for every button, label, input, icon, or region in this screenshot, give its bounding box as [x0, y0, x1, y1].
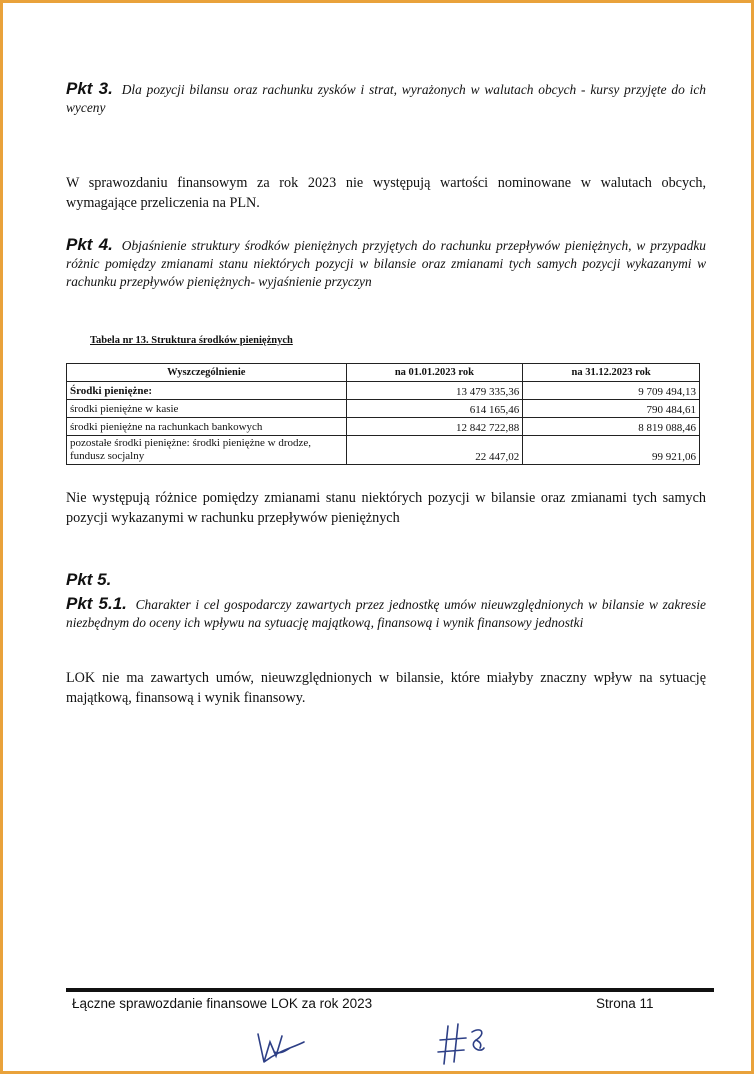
table-header-start: na 01.01.2023 rok	[346, 364, 523, 382]
pkt3-heading-text: Dla pozycji bilansu oraz rachunku zysków i strat, wyrażonych w walutach obcych - kursy przyjęte do ich wyceny	[66, 82, 706, 115]
pkt51-heading	[66, 595, 706, 632]
table-header-end: na 31.12.2023 rok	[523, 364, 700, 382]
row-label: Środki pieniężne:	[67, 382, 347, 400]
row-value-start: 22 447,02	[346, 436, 523, 465]
row-label: pozostałe środki pieniężne: środki pieniężne w drodze, fundusz socjalny	[67, 436, 347, 465]
table-title: Tabela nr 13. Struktura środków pieniężnych	[90, 335, 293, 346]
table-row	[67, 418, 700, 436]
pkt4-heading-text: Objaśnienie struktury środków pieniężnych przyjętych do rachunku przepływów pieniężnych, w przypadku różnic pomiędzy zmianami stanu niektórych pozycji w bilansie oraz zmianami tych samych pozycji wykazanymi w rachunku przepływów pieniężnych- wyjaśnienie przyczyn	[66, 238, 706, 289]
row-value-start: 614 165,46	[346, 400, 523, 418]
row-value-end: 790 484,61	[523, 400, 700, 418]
row-value-end: 8 819 088,46	[523, 418, 700, 436]
table-row	[67, 400, 700, 418]
pkt3-body: W sprawozdaniu finansowym za rok 2023 nie występują wartości nominowane w walutach obcych, wymagające przeliczenia na PLN.	[66, 175, 706, 211]
row-label: środki pieniężne w kasie	[67, 400, 347, 418]
row-value-start: 13 479 335,36	[346, 382, 523, 400]
footer-title: Łączne sprawozdanie finansowe LOK za rok 2023	[72, 996, 373, 1011]
pkt4-heading	[66, 236, 706, 291]
table-row	[67, 436, 700, 465]
pkt5-body: LOK nie ma zawartych umów, nieuwzględnionych w bilansie, które miałyby znaczny wpływ na sytuację majątkową, finansową i wynik finansowy.	[66, 670, 706, 706]
row-label: środki pieniężne na rachunkach bankowych	[67, 418, 347, 436]
row-value-end: 99 921,06	[523, 436, 700, 465]
table-header-description: Wyszczególnienie	[67, 364, 347, 382]
table-row	[67, 382, 700, 400]
signature-1	[250, 1022, 310, 1070]
cash-structure-table	[66, 363, 700, 465]
footer-divider	[66, 988, 714, 992]
pkt4-body: Nie występują różnice pomiędzy zmianami stanu niektórych pozycji w bilansie oraz zmianami tych samych pozycji wykazanymi w rachunku przepływów pieniężnych	[66, 490, 706, 526]
pkt5-label: Pkt 5.	[66, 570, 112, 589]
pkt51-heading-text: Charakter i cel gospodarczy zawartych przez jednostkę umów nieuwzględnionych w bilansie w zakresie niezbędnym do oceny ich wpływu na sytuację majątkową, finansową i wynik finansowy jednostki	[66, 597, 706, 630]
row-value-start: 12 842 722,88	[346, 418, 523, 436]
table-header-row	[67, 364, 700, 382]
pkt51-label: Pkt 5.1.	[66, 594, 127, 613]
pkt4-label: Pkt 4.	[66, 235, 113, 254]
row-value-end: 9 709 494,13	[523, 382, 700, 400]
pkt3-label: Pkt 3.	[66, 79, 113, 98]
page-number: Strona 11	[596, 996, 654, 1011]
pkt3-heading	[66, 80, 706, 117]
signature-2	[436, 1018, 496, 1070]
